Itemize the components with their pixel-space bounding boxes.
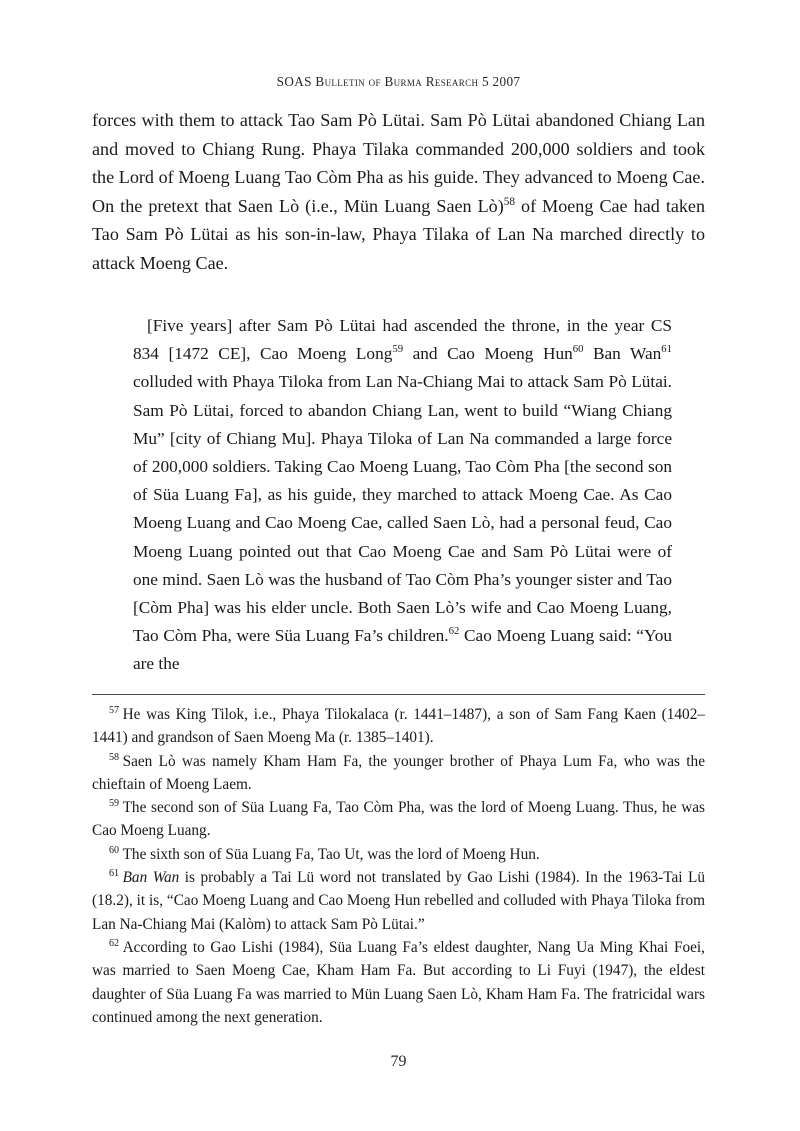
block-quote-text-4: colluded with Phaya Tiloka from Lan Na-Chiang Mai to attack Sam Pò Lütai. Sam Pò Lütai, forced to abandon Chiang Lan, went to build “Wiang Chiang Mu” [city of Chiang Mu]. Phaya Tiloka of Lan Na commanded a large force of 200,000 soldiers. Taking Cao Moeng Luang, Tao Còm Pha [the second son of Süa Luang Fa], as his guide, they marched to attack Moeng Cae. As Cao Moeng Luang and Cao Moeng Cae, called Saen Lò, had a personal feud, Cao Moeng Luang pointed out that Cao Moeng Cae and Sam Pò Lütai were of one mind. Saen Lò was the husband of Tao Còm Pha’s younger sister and Tao [Còm Pha] was his elder uncle. Both Saen Lò’s wife and Cao Moeng Luang, Tao Còm Pha, were Süa Luang Fa’s children. (133, 372, 672, 646)
footnote-reference-61[interactable]: 61 (661, 343, 673, 356)
block-quote-text-5: Cao Moeng Luang said: “You are the (133, 626, 672, 674)
footnote-reference-60[interactable]: 60 (572, 343, 584, 356)
footnotes-section (92, 703, 705, 1029)
footnote-number: 62 (109, 937, 120, 949)
footnote-item (92, 866, 705, 936)
page-number: 79 (390, 1053, 407, 1070)
footnote-number: 61 (109, 867, 120, 879)
footnote-text: is probably a Tai Lü word not translated by Gao Lishi (1984). In the 1963-Tai Lü (18.2), it is, “Cao Moeng Luang and Cao Moeng Hun rebelled and colluded with Phaya Tiloka from Lan Na-Chiang Mai (Kalòm) to attack Sam Pò Lütai.” (92, 869, 705, 933)
footnote-number: 59 (109, 798, 120, 810)
footnote-item (92, 796, 705, 843)
footnote-reference-58[interactable]: 58 (503, 195, 515, 208)
body-paragraph-text-start: forces with them to attack Tao Sam Pò Lütai. Sam Pò Lütai abandoned Chiang Lan and moved to Chiang Rung. Phaya Tilaka commanded 200,000 soldiers and took the Lord of Moeng Luang Tao Còm Pha as his guide. They advanced to Moeng Cae. On the pretext that Saen Lò (i.e., Mün Luang Saen Lò) (92, 110, 705, 216)
footnote-text: Saen Lò was namely Kham Ham Fa, the younger brother of Phaya Lum Fa, who was the chieftain of Moeng Laem. (92, 752, 705, 793)
footnote-number: 60 (109, 844, 120, 856)
block-quote-paragraph (133, 312, 672, 679)
running-head: SOAS Bulletin of Burma Research 5 2007 (276, 74, 521, 89)
footnote-reference-62[interactable]: 62 (448, 625, 460, 638)
footnote-text: He was King Tilok, i.e., Phaya Tilokalaca (r. 1441–1487), a son of Sam Fang Kaen (1402–1441) and grandson of Saen Moeng Ma (r. 1385–1401). (92, 706, 705, 747)
footnote-number: 58 (109, 751, 120, 763)
block-quote-text-3: Ban Wan (583, 344, 662, 364)
block-quote-text-2: and Cao Moeng Hun (403, 344, 573, 364)
footnote-item (92, 750, 705, 797)
body-paragraph (92, 106, 705, 278)
body-text-column (92, 106, 705, 278)
footnote-text: The second son of Süa Luang Fa, Tao Còm Pha, was the lord of Moeng Luang. Thus, he was Cao Moeng Luang. (92, 799, 705, 840)
footnote-separator-rule (92, 694, 705, 695)
footnote-number: 57 (109, 704, 120, 716)
footnote-text: According to Gao Lishi (1984), Süa Luang Fa’s eldest daughter, Nang Ua Ming Khai Foei, was married to Saen Moeng Cae, Kham Ham Fa. But according to Li Fuyi (1947), the eldest daughter of Süa Luang Fa was married to Mün Luang Saen Lò, Kham Ham Fa. The fratricidal wars continued among the next generation. (92, 938, 705, 1026)
block-quote (133, 312, 672, 679)
footnote-item (92, 936, 705, 1029)
footnote-text: The sixth son of Süa Luang Fa, Tao Ut, was the lord of Moeng Hun. (122, 845, 540, 863)
block-quote-text-1: [Five years] after Sam Pò Lütai had ascended the throne, in the year CS 834 [1472 CE], Cao Moeng Long (133, 316, 672, 364)
body-paragraph-text-end: of Moeng Cae had taken Tao Sam Pò Lütai as his son-in-law, Phaya Tilaka of Lan Na marched directly to attack Moeng Cae. (92, 195, 706, 273)
footnote-item (92, 703, 705, 750)
footnote-reference-59[interactable]: 59 (392, 343, 404, 356)
footnote-item (92, 843, 705, 866)
footnote-italic-term: Ban Wan (122, 869, 180, 887)
